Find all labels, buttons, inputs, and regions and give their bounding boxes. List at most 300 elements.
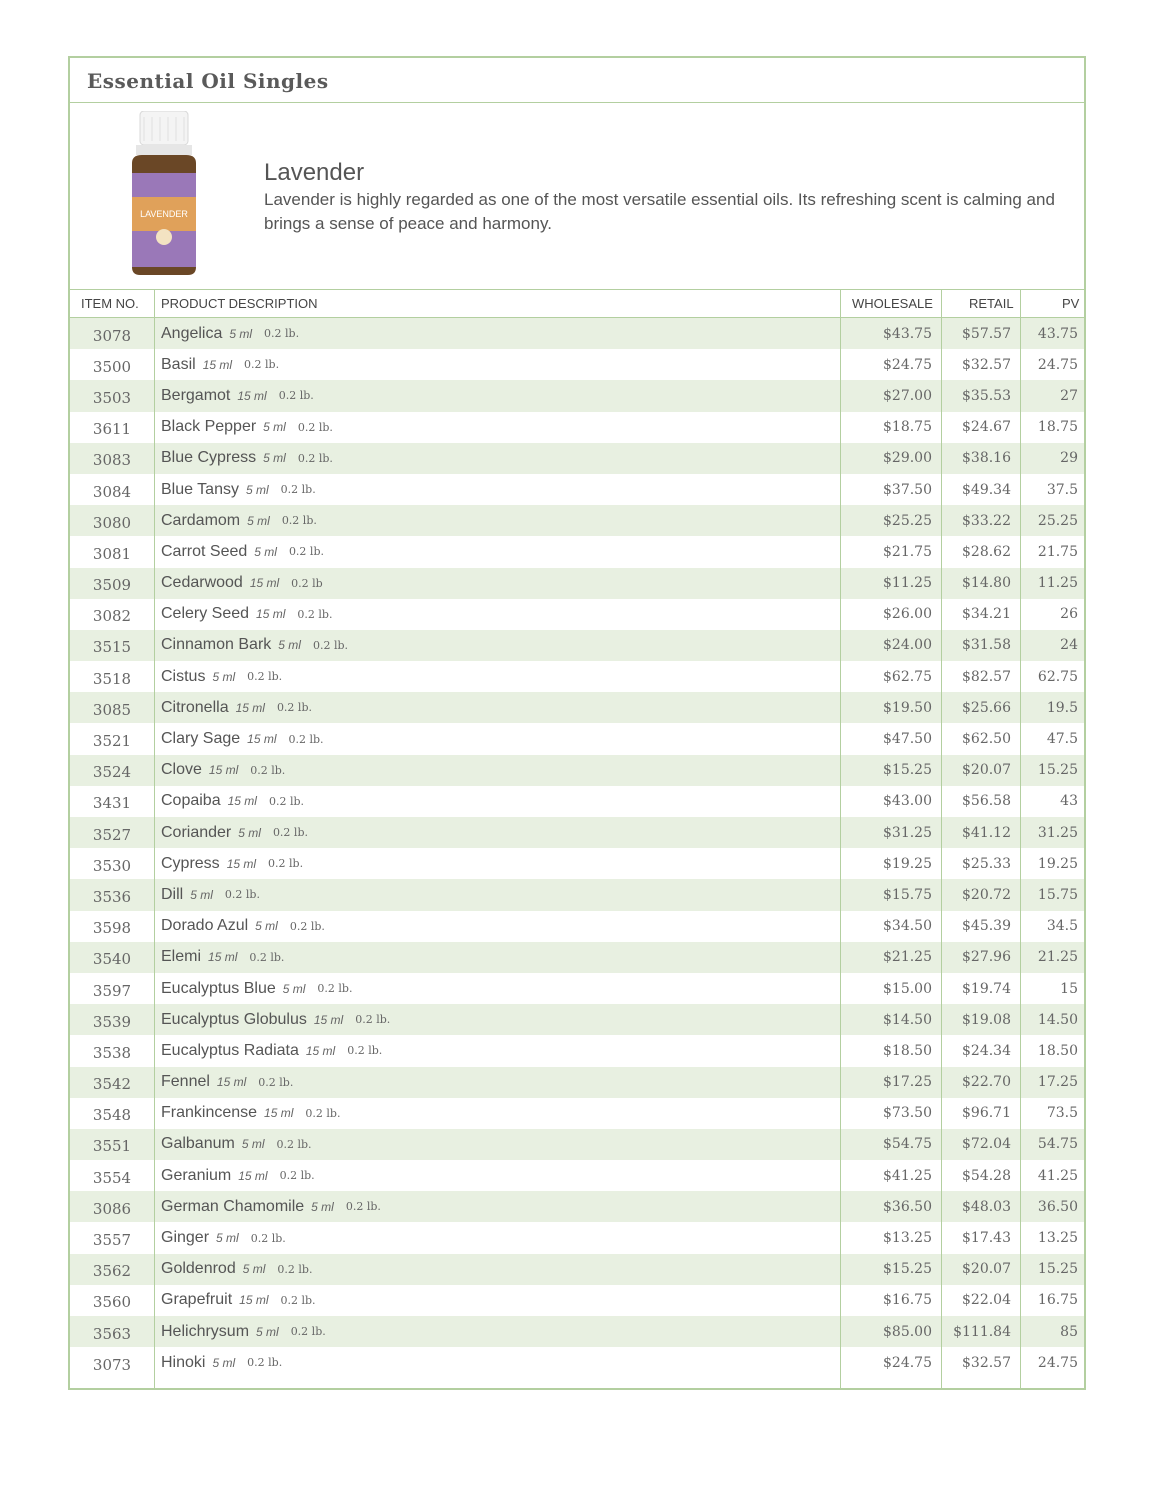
retail-price: $54.28 — [962, 1167, 1011, 1184]
table-row — [70, 474, 1084, 505]
pv-value: 47.5 — [1046, 731, 1078, 748]
product-name: Blue Cypress — [161, 449, 257, 467]
item-number: 3563 — [92, 1324, 132, 1343]
pv-value: 15.25 — [1037, 1261, 1078, 1278]
item-number: 3554 — [92, 1168, 132, 1187]
wholesale-price: $15.75 — [883, 886, 932, 903]
pv-value: 19.5 — [1046, 699, 1078, 716]
product-description — [161, 536, 831, 567]
retail-price: $96.71 — [962, 1105, 1011, 1122]
product-size: 5 ml — [229, 326, 253, 341]
wholesale-price: $34.50 — [883, 918, 932, 935]
product-name: Dill — [161, 885, 184, 903]
product-size: 15 ml — [226, 856, 257, 871]
product-name: Eucalyptus Radiata — [161, 1041, 299, 1059]
product-weight: 0.2 lb. — [297, 451, 333, 465]
item-number: 3538 — [92, 1043, 132, 1062]
product-weight: 0.2 lb. — [264, 327, 300, 341]
retail-price: $14.80 — [962, 575, 1011, 592]
wholesale-price: $26.00 — [883, 606, 932, 623]
product-description — [161, 1254, 831, 1285]
product-name: Elemi — [161, 948, 202, 966]
product-name: Goldenrod — [161, 1260, 236, 1278]
wholesale-price: $15.25 — [883, 762, 932, 779]
retail-price: $45.39 — [962, 918, 1011, 935]
product-size: 15 ml — [235, 700, 265, 715]
product-weight: 0.2 lb. — [258, 1075, 294, 1089]
wholesale-price: $24.75 — [883, 356, 932, 373]
retail-price: $19.08 — [962, 1011, 1011, 1028]
product-weight: 0.2 lb. — [312, 638, 348, 652]
product-name: Hinoki — [161, 1353, 206, 1371]
col-item-no: ITEM NO. — [81, 296, 139, 311]
product-description — [161, 1285, 831, 1316]
featured-product — [70, 103, 1084, 290]
product-size: 15 ml — [247, 732, 277, 747]
price-list-panel — [68, 56, 1086, 1390]
product-name: Eucalyptus Blue — [161, 979, 276, 997]
product-name: German Chamomile — [161, 1197, 305, 1215]
featured-product-description: Lavender is highly regarded as one of the most versatile essential oils. Its refreshing scent is calming and brings a sense of peace and harmony. — [264, 190, 1055, 233]
wholesale-price: $36.50 — [883, 1198, 932, 1215]
wholesale-price: $15.25 — [883, 1261, 932, 1278]
pv-value: 15.75 — [1037, 886, 1078, 903]
column-divider — [840, 290, 841, 1388]
table-row — [70, 1285, 1084, 1316]
product-weight: 0.2 lb. — [247, 670, 283, 684]
retail-price: $57.57 — [962, 325, 1011, 342]
col-retail: RETAIL — [969, 296, 1014, 311]
retail-price: $20.07 — [962, 1261, 1011, 1278]
product-weight: 0.2 lb. — [224, 888, 260, 902]
item-number: 3503 — [92, 388, 132, 407]
pv-value: 24.75 — [1037, 1354, 1078, 1371]
retail-price: $20.07 — [962, 762, 1011, 779]
wholesale-price: $62.75 — [883, 668, 932, 685]
product-name: Citronella — [161, 698, 229, 716]
table-row — [70, 1254, 1084, 1285]
product-size: 15 ml — [208, 950, 238, 965]
product-size: 5 ml — [278, 638, 301, 653]
product-description — [161, 1222, 831, 1253]
retail-price: $41.12 — [962, 824, 1011, 841]
product-weight: 0.2 lb. — [250, 763, 286, 777]
wholesale-price: $24.00 — [883, 637, 932, 654]
product-description — [161, 474, 831, 505]
item-number: 3080 — [92, 513, 132, 532]
product-description — [161, 973, 831, 1004]
retail-price: $24.34 — [962, 1042, 1011, 1059]
table-row — [70, 817, 1084, 848]
product-name: Black Pepper — [161, 418, 257, 436]
retail-price: $72.04 — [962, 1136, 1011, 1153]
item-number: 3527 — [92, 825, 132, 844]
table-row — [70, 1160, 1084, 1191]
pv-value: 11.25 — [1037, 575, 1078, 592]
product-name: Celery Seed — [161, 605, 250, 623]
product-size: 5 ml — [263, 420, 286, 435]
retail-price: $19.74 — [962, 980, 1011, 997]
product-weight: 0.2 lb. — [347, 1044, 383, 1058]
table-row — [70, 630, 1084, 661]
product-weight: 0.2 lb. — [279, 1169, 315, 1183]
pv-value: 24.75 — [1037, 356, 1078, 373]
item-number: 3560 — [92, 1293, 132, 1312]
table-row — [70, 786, 1084, 817]
item-number: 3562 — [92, 1262, 132, 1281]
wholesale-price: $15.00 — [883, 980, 932, 997]
retail-price: $38.16 — [962, 450, 1011, 467]
wholesale-price: $47.50 — [883, 731, 932, 748]
product-description — [161, 817, 831, 848]
product-description — [161, 1098, 831, 1129]
product-size: 5 ml — [256, 1324, 279, 1339]
product-name: Cedarwood — [161, 574, 243, 592]
item-number: 3084 — [92, 482, 132, 501]
product-name: Basil — [161, 355, 196, 373]
item-number: 3431 — [92, 794, 132, 813]
table-row — [70, 568, 1084, 599]
table-row — [70, 879, 1084, 910]
retail-price: $49.34 — [962, 481, 1011, 498]
table-row — [70, 1004, 1084, 1035]
column-divider — [941, 290, 942, 1388]
retail-price: $32.57 — [962, 1354, 1011, 1371]
table-row — [70, 1035, 1084, 1066]
pv-value: 18.50 — [1037, 1042, 1078, 1059]
product-weight: 0.2 lb. — [289, 919, 325, 933]
product-size: 5 ml — [255, 919, 278, 934]
retail-price: $48.03 — [962, 1198, 1011, 1215]
pv-value: 85 — [1060, 1323, 1078, 1340]
product-size: 5 ml — [242, 1262, 266, 1277]
pv-value: 17.25 — [1037, 1074, 1078, 1091]
table-row — [70, 848, 1084, 879]
product-description — [161, 723, 831, 754]
item-number: 3611 — [92, 420, 132, 439]
col-wholesale: WHOLESALE — [852, 296, 933, 311]
product-weight: 0.2 lb. — [250, 1231, 286, 1245]
wholesale-price: $43.00 — [883, 793, 932, 810]
product-weight: 0.2 lb. — [247, 1356, 283, 1370]
product-weight: 0.2 lb. — [345, 1200, 381, 1214]
wholesale-price: $21.75 — [883, 543, 932, 560]
table-row — [70, 911, 1084, 942]
table-row — [70, 1098, 1084, 1129]
table-row — [70, 349, 1084, 380]
product-description — [161, 1160, 831, 1191]
product-table-body — [70, 318, 1084, 1378]
retail-price: $17.43 — [962, 1230, 1011, 1247]
table-row — [70, 536, 1084, 567]
col-product-description: PRODUCT DESCRIPTION — [161, 296, 318, 311]
table-row — [70, 599, 1084, 630]
product-name: Ginger — [161, 1229, 210, 1247]
item-number: 3540 — [92, 950, 132, 969]
product-weight: 0.2 lb. — [317, 982, 353, 996]
item-number: 3081 — [92, 544, 132, 563]
pv-value: 31.25 — [1037, 824, 1078, 841]
product-size: 15 ml — [202, 357, 233, 372]
product-description — [161, 848, 831, 879]
wholesale-price: $41.25 — [883, 1167, 932, 1184]
wholesale-price: $85.00 — [883, 1323, 932, 1340]
product-description — [161, 1067, 831, 1098]
product-description — [161, 505, 831, 536]
product-name: Cinnamon Bark — [161, 636, 272, 654]
retail-price: $35.53 — [962, 387, 1011, 404]
product-weight: 0.2 lb. — [276, 701, 312, 715]
product-description — [161, 1191, 831, 1222]
product-description — [161, 692, 831, 723]
product-name: Dorado Azul — [161, 917, 249, 935]
pv-value: 27 — [1060, 387, 1078, 404]
retail-price: $62.50 — [962, 731, 1011, 748]
wholesale-price: $37.50 — [883, 481, 932, 498]
product-size: 5 ml — [247, 513, 270, 528]
product-name: Cypress — [161, 854, 220, 872]
product-weight: 0.2 lb. — [280, 1293, 316, 1307]
retail-price: $32.57 — [962, 356, 1011, 373]
product-size: 15 ml — [239, 1293, 269, 1308]
product-description — [161, 1316, 831, 1347]
pv-value: 29 — [1060, 450, 1078, 467]
product-description — [161, 911, 831, 942]
pv-value: 41.25 — [1037, 1167, 1078, 1184]
table-row — [70, 692, 1084, 723]
wholesale-price: $19.25 — [883, 855, 932, 872]
product-size: 15 ml — [256, 607, 286, 622]
table-row — [70, 412, 1084, 443]
item-number: 3083 — [92, 451, 132, 470]
wholesale-price: $31.25 — [883, 824, 932, 841]
item-number: 3521 — [92, 732, 132, 751]
product-description — [161, 318, 831, 349]
table-row — [70, 755, 1084, 786]
retail-price: $27.96 — [962, 949, 1011, 966]
wholesale-price: $16.75 — [883, 1292, 932, 1309]
product-size: 5 ml — [212, 669, 236, 684]
section-title: Essential Oil Singles — [87, 69, 329, 93]
product-weight: 0.2 lb. — [355, 1013, 391, 1027]
product-size: 5 ml — [216, 1231, 239, 1246]
product-name: Cardamom — [161, 511, 241, 529]
retail-price: $111.84 — [953, 1323, 1011, 1340]
product-size: 15 ml — [227, 794, 257, 809]
product-weight: 0.2 lb. — [280, 483, 316, 497]
product-description — [161, 443, 831, 474]
product-weight: 0.2 lb. — [288, 732, 324, 746]
table-row — [70, 443, 1084, 474]
pv-value: 13.25 — [1037, 1230, 1078, 1247]
featured-product-name: Lavender — [264, 159, 365, 186]
product-description — [161, 568, 831, 599]
product-size: 15 ml — [216, 1075, 247, 1090]
product-description — [161, 349, 831, 380]
item-number: 3597 — [92, 981, 132, 1000]
wholesale-price: $13.25 — [883, 1230, 932, 1247]
pv-value: 25.25 — [1037, 512, 1078, 529]
product-size: 15 ml — [249, 576, 280, 591]
product-size: 15 ml — [208, 763, 239, 778]
retail-price: $25.33 — [962, 855, 1011, 872]
product-size: 5 ml — [212, 1355, 236, 1370]
retail-price: $22.04 — [962, 1292, 1011, 1309]
retail-price: $31.58 — [962, 637, 1011, 654]
wholesale-price: $18.75 — [883, 419, 932, 436]
product-name: Grapefruit — [161, 1291, 233, 1309]
product-description — [161, 879, 831, 910]
product-description — [161, 380, 831, 411]
table-row — [70, 1347, 1084, 1378]
item-number: 3509 — [92, 576, 132, 595]
wholesale-price: $19.50 — [883, 699, 932, 716]
table-row — [70, 661, 1084, 692]
product-name: Fennel — [161, 1073, 210, 1091]
product-weight: 0.2 lb. — [272, 826, 308, 840]
product-description — [161, 942, 831, 973]
section-header — [70, 58, 1084, 103]
product-size: 5 ml — [190, 887, 213, 902]
item-number: 3539 — [92, 1012, 132, 1031]
product-description — [161, 755, 831, 786]
product-weight: 0.2 lb. — [288, 545, 324, 559]
product-weight: 0.2 lb. — [297, 420, 333, 434]
product-name: Clary Sage — [161, 730, 241, 748]
pv-value: 18.75 — [1037, 419, 1078, 436]
pv-value: 43.75 — [1037, 325, 1078, 342]
wholesale-price: $24.75 — [883, 1354, 932, 1371]
wholesale-price: $27.00 — [883, 387, 932, 404]
product-weight: 0.2 lb. — [297, 607, 333, 621]
pv-value: 36.50 — [1037, 1198, 1078, 1215]
table-row — [70, 380, 1084, 411]
pv-value: 24 — [1060, 637, 1078, 654]
table-header — [70, 290, 1084, 318]
wholesale-price: $14.50 — [883, 1011, 932, 1028]
item-number: 3548 — [92, 1106, 132, 1125]
table-row — [70, 318, 1084, 349]
table-row — [70, 1222, 1084, 1253]
pv-value: 15 — [1060, 980, 1078, 997]
product-size: 15 ml — [305, 1043, 336, 1058]
column-divider — [1020, 290, 1021, 1388]
product-description — [161, 599, 831, 630]
item-number: 3557 — [92, 1231, 132, 1250]
product-weight: 0.2 lb — [291, 576, 323, 590]
product-size: 15 ml — [313, 1012, 344, 1027]
product-name: Bergamot — [161, 386, 231, 404]
pv-value: 21.75 — [1037, 543, 1078, 560]
pv-value: 14.50 — [1037, 1011, 1078, 1028]
pv-value: 15.25 — [1037, 762, 1078, 779]
product-name: Eucalyptus Globulus — [161, 1010, 307, 1028]
bottle-label: LAVENDER — [140, 209, 188, 219]
product-name: Clove — [161, 761, 202, 779]
product-name: Angelica — [161, 324, 223, 342]
pv-value: 73.5 — [1046, 1105, 1078, 1122]
table-row — [70, 1067, 1084, 1098]
item-number: 3515 — [92, 638, 132, 657]
retail-price: $33.22 — [962, 512, 1011, 529]
product-weight: 0.2 lb. — [277, 1262, 313, 1276]
retail-price: $24.67 — [962, 419, 1011, 436]
table-row — [70, 723, 1084, 754]
item-number: 3085 — [92, 700, 132, 719]
wholesale-price: $73.50 — [883, 1105, 932, 1122]
product-size: 5 ml — [238, 825, 261, 840]
product-name: Copaiba — [161, 792, 221, 810]
product-size: 5 ml — [263, 451, 286, 466]
product-size: 5 ml — [311, 1199, 334, 1214]
product-name: Helichrysum — [161, 1322, 250, 1340]
product-name: Frankincense — [161, 1104, 258, 1122]
retail-price: $56.58 — [962, 793, 1011, 810]
pv-value: 34.5 — [1046, 918, 1078, 935]
product-size: 5 ml — [282, 981, 306, 996]
product-name: Blue Tansy — [161, 480, 239, 498]
retail-price: $28.62 — [962, 543, 1011, 560]
table-row — [70, 1316, 1084, 1347]
product-description — [161, 412, 831, 443]
wholesale-price: $11.25 — [883, 575, 932, 592]
wholesale-price: $29.00 — [883, 450, 932, 467]
table-row — [70, 505, 1084, 536]
item-number: 3078 — [92, 326, 132, 345]
product-description — [161, 1004, 831, 1035]
pv-value: 37.5 — [1046, 481, 1078, 498]
product-description — [161, 630, 831, 661]
retail-price: $22.70 — [962, 1074, 1011, 1091]
product-size: 5 ml — [245, 482, 269, 497]
item-number: 3086 — [92, 1199, 132, 1218]
product-weight: 0.2 lb. — [249, 950, 285, 964]
product-size: 5 ml — [241, 1137, 265, 1152]
product-weight: 0.2 lb. — [268, 794, 304, 808]
table-row — [70, 973, 1084, 1004]
product-size: 15 ml — [237, 388, 267, 403]
wholesale-price: $21.25 — [883, 949, 932, 966]
item-number: 3082 — [92, 607, 132, 626]
retail-price: $82.57 — [962, 668, 1011, 685]
wholesale-price: $54.75 — [883, 1136, 932, 1153]
wholesale-price: $17.25 — [883, 1074, 932, 1091]
wholesale-price: $25.25 — [883, 512, 932, 529]
item-number: 3500 — [92, 357, 132, 376]
product-weight: 0.2 lb. — [281, 514, 317, 528]
column-divider — [154, 290, 155, 1388]
pv-value: 19.25 — [1037, 855, 1078, 872]
item-number: 3536 — [92, 887, 132, 906]
pv-value: 43 — [1060, 793, 1078, 810]
product-size: 5 ml — [254, 544, 277, 559]
pv-value: 62.75 — [1037, 668, 1078, 685]
product-size: 15 ml — [238, 1168, 268, 1183]
item-number: 3530 — [92, 856, 132, 875]
col-pv: PV — [1062, 296, 1080, 311]
product-size: 15 ml — [264, 1106, 294, 1121]
retail-price: $20.72 — [962, 886, 1011, 903]
table-row — [70, 1129, 1084, 1160]
item-number: 3598 — [92, 919, 132, 938]
item-number: 3524 — [92, 763, 132, 782]
product-weight: 0.2 lb. — [305, 1106, 341, 1120]
retail-price: $25.66 — [962, 699, 1011, 716]
wholesale-price: $18.50 — [883, 1042, 932, 1059]
wholesale-price: $43.75 — [883, 325, 932, 342]
pv-value: 21.25 — [1037, 949, 1078, 966]
item-number: 3551 — [92, 1137, 132, 1156]
